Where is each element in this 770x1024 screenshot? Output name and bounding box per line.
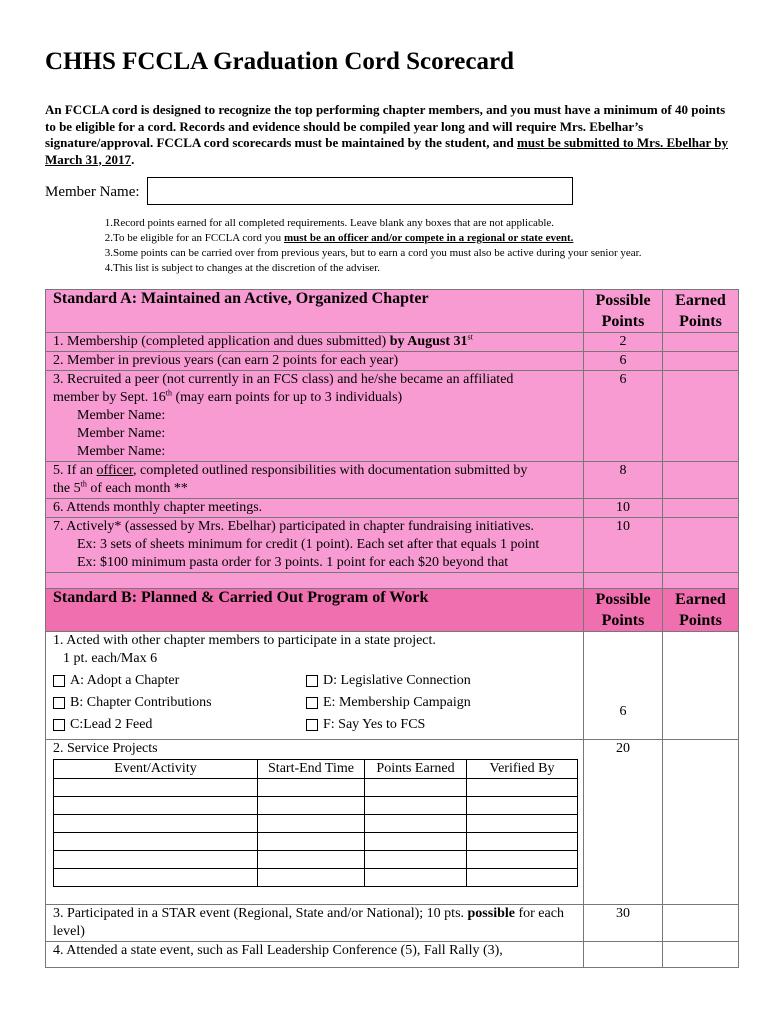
service-projects-header [54,760,578,779]
entry-cell[interactable] [467,815,578,833]
table-row [46,499,739,518]
requirement-text: 2. Member in previous years (can earn 2 points for each year) [46,352,584,371]
rule-emphasis: must be an officer and/or compete in a regional or state event. [283,232,574,244]
entry-cell[interactable] [54,869,258,887]
checkbox-icon[interactable] [53,697,65,709]
possible-points: 20 [584,740,663,905]
col-event-activity: Event/Activity [54,760,258,779]
rule-text: This list is subject to changes at the discretion of the adviser. [113,262,380,274]
earned-points-header: Earned Points [663,290,739,333]
service-project-row[interactable] [54,869,578,887]
possible-points: 6 [584,632,663,740]
entry-cell[interactable] [258,815,365,833]
possible-points-header: Possible Points [584,589,663,632]
checkbox-icon[interactable] [306,675,318,687]
rule-text [113,231,573,246]
rule-item [45,246,745,261]
option-legislative-connection[interactable]: D: Legislative Connection [306,672,566,690]
rules-list [45,216,745,276]
option-say-yes-to-fcs[interactable]: F: Say Yes to FCS [306,716,566,734]
entry-cell[interactable] [365,833,467,851]
entry-cell[interactable] [467,797,578,815]
service-project-row[interactable] [54,815,578,833]
service-projects-table [53,759,578,887]
possible-points: 6 [584,371,663,462]
service-project-row[interactable] [54,833,578,851]
table-row [46,352,739,371]
entry-cell[interactable] [467,779,578,797]
blank-cell [46,573,584,590]
table-row [46,942,739,968]
requirement-text: 1. Membership (completed application and dues submitted) by August 31st [46,333,584,352]
possible-points: 8 [584,462,663,499]
blank-cell [584,573,663,590]
earned-points-cell[interactable] [663,371,739,462]
earned-points-cell[interactable] [663,462,739,499]
option-membership-campaign[interactable]: E: Membership Campaign [306,694,566,712]
entry-cell[interactable] [467,833,578,851]
table-row [46,333,739,352]
entry-cell[interactable] [467,869,578,887]
earned-points-cell[interactable] [663,905,739,942]
earned-points-cell[interactable] [663,632,739,740]
intro-paragraph [45,102,735,168]
service-project-row[interactable] [54,851,578,869]
entry-cell[interactable] [258,851,365,869]
rule-item [45,231,745,246]
possible-points: 2 [584,333,663,352]
checkbox-icon[interactable] [53,675,65,687]
entry-cell[interactable] [365,779,467,797]
possible-points [584,942,663,968]
requirement-text: 3. Recruited a peer (not currently in an FCS class) and he/she became an affiliated member by Sept. 16th (may earn points for up to 3 individuals) Member Name: Member Name: Member Name: [46,371,584,462]
possible-points: 10 [584,499,663,518]
standard-a-header [46,290,739,333]
entry-cell[interactable] [365,815,467,833]
entry-cell[interactable] [54,815,258,833]
col-start-end-time: Start-End Time [258,760,365,779]
rule-text: Some points can be carried over from previous years, but to earn a cord you must also be active during your senior year. [113,247,642,259]
possible-points: 30 [584,905,663,942]
option-adopt-a-chapter[interactable]: A: Adopt a Chapter [53,672,306,690]
requirement-text: 7. Actively* (assessed by Mrs. Ebelhar) participated in chapter fundraising initiatives. Ex: 3 sets of sheets minimum for credit (1 point). Each set after that equals 1 point Ex: $100 minimum pasta order for 3 points. 1 point for each $20 beyond that [46,518,584,573]
possible-points: 10 [584,518,663,573]
entry-cell[interactable] [54,833,258,851]
peer-member-name-1: Member Name: [77,408,166,423]
entry-cell[interactable] [365,869,467,887]
table-row [46,905,739,942]
col-points-earned: Points Earned [365,760,467,779]
standard-b-title: Standard B: Planned & Carried Out Program of Work [46,589,584,632]
earned-points-cell[interactable] [663,352,739,371]
rule-item [45,261,745,276]
entry-cell[interactable] [258,869,365,887]
entry-cell[interactable] [54,779,258,797]
table-row [46,462,739,499]
rule-number: 1. [104,217,113,229]
entry-cell[interactable] [258,779,365,797]
table-row-blank [46,573,739,590]
peer-member-name-2: Member Name: [77,426,166,441]
earned-points-cell[interactable] [663,499,739,518]
table-row [46,371,739,462]
earned-points-cell[interactable] [663,518,739,573]
earned-points-cell[interactable] [663,740,739,905]
entry-cell[interactable] [365,851,467,869]
earned-points-cell[interactable] [663,333,739,352]
page-title: CHHS FCCLA Graduation Cord Scorecard [45,48,514,75]
entry-cell[interactable] [467,851,578,869]
standard-b-table [45,588,739,968]
state-project-options [53,672,583,734]
service-project-row[interactable] [54,797,578,815]
entry-cell[interactable] [54,851,258,869]
blank-cell [663,573,739,590]
table-row [46,632,739,740]
intro-text: An FCCLA cord is designed to recognize the top performing chapter members, and you must have a minimum of 40 points to be eligible for a cord. Records and evidence should be compiled year long and will require Mrs. Ebelhar’s signature/approval. FCCLA cord scorecards must be maintained by the student, and [45,102,726,150]
intro-deadline: must be submitted to Mrs. Ebelhar by March 31, 2017 [45,135,729,167]
earned-points-header: Earned Points [663,589,739,632]
rule-number: 2. [104,232,113,244]
standard-a-table [45,289,739,590]
intro-end: . [131,151,135,167]
member-name-input[interactable] [147,177,573,205]
checkbox-icon[interactable] [306,697,318,709]
checkbox-icon[interactable] [53,719,65,731]
entry-cell[interactable] [365,797,467,815]
peer-member-name-3: Member Name: [77,444,166,459]
option-chapter-contributions[interactable]: B: Chapter Contributions [53,694,306,712]
requirement-text: 4. Attended a state event, such as Fall Leadership Conference (5), Fall Rally (3), [46,942,584,968]
entry-cell[interactable] [258,797,365,815]
table-row [46,518,739,573]
rule-number: 3. [104,247,113,259]
standard-a-title: Standard A: Maintained an Active, Organized Chapter [46,290,584,333]
entry-cell[interactable] [258,833,365,851]
requirement-text: 5. If an officer, completed outlined responsibilities with documentation submitted by the 5th of each month ** [46,462,584,499]
requirement-text: 2. Service Projects Event/Activity Start-End Time Points Earned Verified By [46,740,584,905]
rule-text-main: To be eligible for an FCCLA cord you [113,232,284,244]
requirement-text: 3. Participated in a STAR event (Regional, State and/or National); 10 pts. possible for each level) [46,905,584,942]
possible-points-header: Possible Points [584,290,663,333]
entry-cell[interactable] [54,797,258,815]
rule-text: Record points earned for all completed requirements. Leave blank any boxes that are not applicable. [113,217,555,229]
member-name-label: Member Name: [45,184,140,200]
checkbox-icon[interactable] [306,719,318,731]
option-lead-2-feed[interactable]: C:Lead 2 Feed [53,716,306,734]
earned-points-cell[interactable] [663,942,739,968]
possible-points: 6 [584,352,663,371]
rule-item [45,216,745,231]
requirement-text: 6. Attends monthly chapter meetings. [46,499,584,518]
table-row [46,740,739,905]
standard-b-header [46,589,739,632]
requirement-text: 1. Acted with other chapter members to participate in a state project. 1 pt. each/Max 6 A: Adopt a Chapter D: Legislative Connection B: Chapter Contributions E: Membership Campaign C:Lead 2 Feed F: Say Yes to FCS [46,632,584,740]
service-project-row[interactable] [54,779,578,797]
col-verified-by: Verified By [467,760,578,779]
rule-number: 4. [104,262,113,274]
